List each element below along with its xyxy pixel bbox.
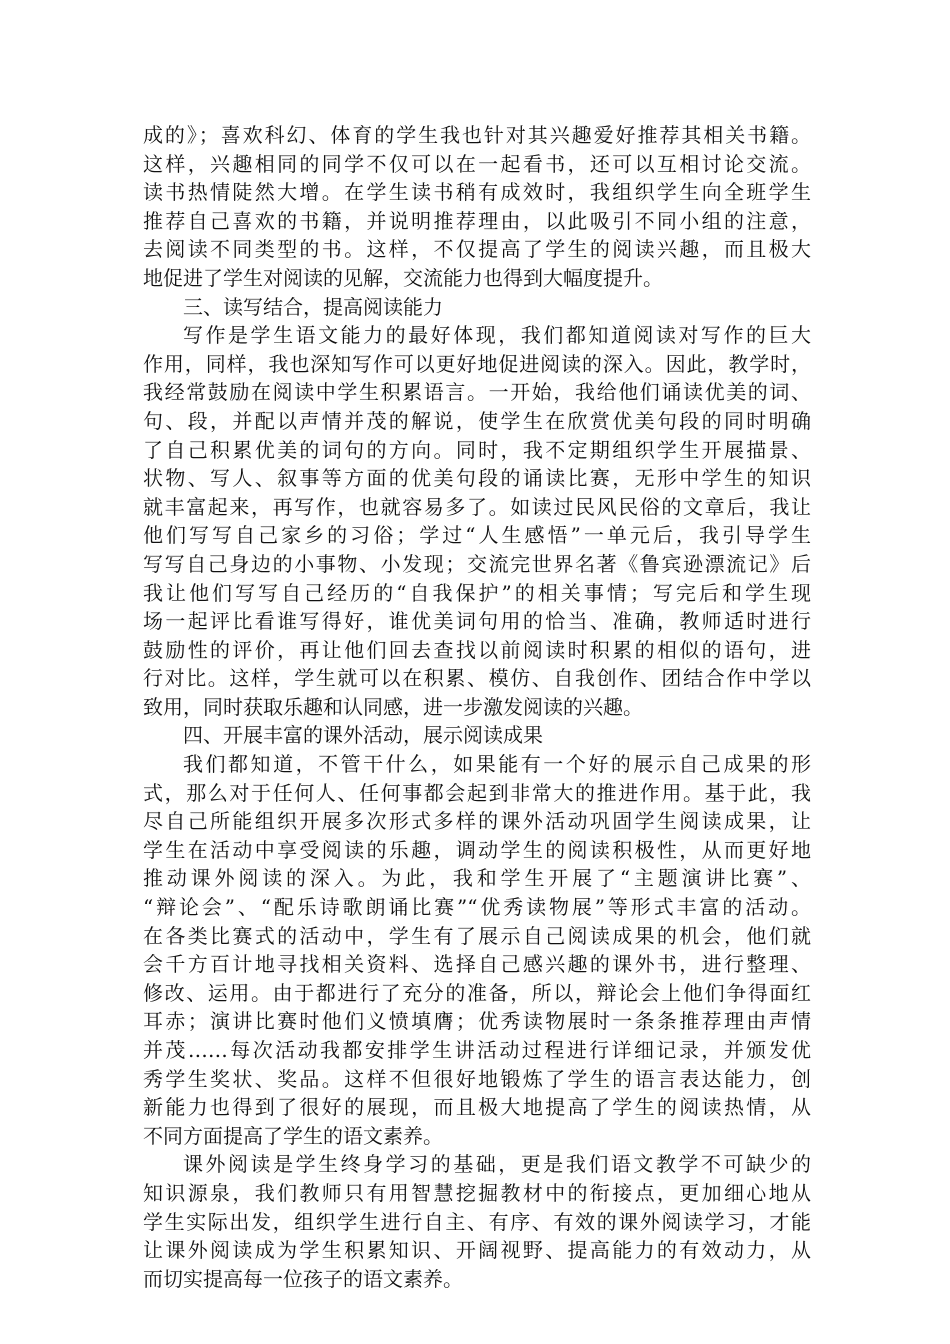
text-line: 致用，同时获取乐趣和认同感，进一步激发阅读的兴趣。	[143, 694, 643, 719]
section-heading-3: 三、读写结合，提高阅读能力	[183, 294, 443, 319]
text-line: 这样，兴趣相同的同学不仅可以在一起看书，还可以互相讨论交流。	[143, 151, 811, 176]
text-line: 尽自己所能组织开展多次形式多样的课外活动巩固学生阅读成果，让	[143, 809, 811, 834]
text-line: “辩论会”、“配乐诗歌朗诵比赛”“优秀读物展”等形式丰富的活动。	[143, 895, 811, 920]
text-line: 学生实际出发，组织学生进行自主、有序、有效的课外阅读学习，才能	[143, 1209, 811, 1234]
paragraph-4	[143, 750, 811, 1150]
text-line: 课外阅读是学生终身学习的基础，更是我们语文教学不可缺少的	[183, 1152, 811, 1177]
paragraph-5	[143, 1150, 811, 1293]
section-heading-4: 四、开展丰富的课外活动，展示阅读成果	[183, 723, 543, 748]
text-line: 在各类比赛式的活动中，学生有了展示自己阅读成果的机会，他们就	[143, 923, 811, 948]
text-line: 场一起评比看谁写得好，谁优美词句用的恰当、准确，教师适时进行	[143, 609, 811, 634]
text-line: 式，那么对于任何人、任何事都会起到非常大的推进作用。基于此，我	[143, 780, 811, 805]
paragraph-continued	[143, 121, 811, 293]
text-line: 秀学生奖状、奖品。这样不但很好地锻炼了学生的语言表达能力，创	[143, 1066, 811, 1091]
text-line: 让课外阅读成为学生积累知识、开阔视野、提高能力的有效动力，从	[143, 1238, 811, 1263]
text-line: 去阅读不同类型的书。这样，不仅提高了学生的阅读兴趣，而且极大	[143, 237, 811, 262]
text-line: 新能力也得到了很好的展现，而且极大地提高了学生的阅读热情，从	[143, 1095, 811, 1120]
document-body	[143, 121, 811, 1293]
text-line: 知识源泉，我们教师只有用智慧挖掘教材中的衔接点，更加细心地从	[143, 1180, 811, 1205]
text-line: 写作是学生语文能力的最好体现，我们都知道阅读对写作的巨大	[183, 323, 811, 348]
text-line: 读书热情陡然大增。在学生读书稍有成效时，我组织学生向全班学生	[143, 180, 811, 205]
text-line: 他们写写自己家乡的习俗；学过“人生感悟”一单元后，我引导学生	[143, 523, 811, 548]
text-line: 我让他们写写自己经历的“自我保护”的相关事情；写完后和学生现	[143, 580, 811, 605]
paragraph-3	[143, 321, 811, 721]
text-line: 了自己积累优美的词句的方向。同时，我不定期组织学生开展描景、	[143, 437, 811, 462]
text-line: 我经常鼓励在阅读中学生积累语言。一开始，我给他们诵读优美的词、	[143, 380, 811, 405]
text-line: 学生在活动中享受阅读的乐趣，调动学生的阅读积极性，从而更好地	[143, 837, 811, 862]
text-line: 会千方百计地寻找相关资料、选择自己感兴趣的课外书，进行整理、	[143, 952, 811, 977]
text-line: 写写自己身边的小事物、小发现；交流完世界名著《鲁宾逊漂流记》后	[143, 551, 811, 576]
text-line: 鼓励性的评价，再让他们回去查找以前阅读时积累的相似的语句，进	[143, 637, 811, 662]
text-line: 不同方面提高了学生的语文素养。	[143, 1123, 443, 1148]
text-line: 修改、运用。由于都进行了充分的准备，所以，辩论会上他们争得面红	[143, 980, 811, 1005]
text-line: 我们都知道，不管干什么，如果能有一个好的展示自己成果的形	[183, 752, 811, 777]
text-line: 行对比。这样，学生就可以在积累、模仿、自我创作、团结合作中学以	[143, 666, 811, 691]
text-line: 就丰富起来，再写作，也就容易多了。如读过民风民俗的文章后，我让	[143, 494, 811, 519]
text-line: 推动课外阅读的深入。为此，我和学生开展了“主题演讲比赛”、	[143, 866, 811, 891]
text-line: 成的》；喜欢科幻、体育的学生我也针对其兴趣爱好推荐其相关书籍。	[143, 123, 811, 147]
text-line: 推荐自己喜欢的书籍，并说明推荐理由，以此吸引不同小组的注意，	[143, 208, 811, 233]
text-line: 句、段，并配以声情并茂的解说，使学生在欣赏优美句段的同时明确	[143, 408, 811, 433]
text-line: 地促进了学生对阅读的见解，交流能力也得到大幅度提升。	[143, 265, 663, 290]
text-line: 并茂……每次活动我都安排学生讲活动过程进行详细记录，并颁发优	[143, 1038, 811, 1062]
text-line: 状物、写人、叙事等方面的优美句段的诵读比赛，无形中学生的知识	[143, 466, 811, 491]
text-line: 作用，同样，我也深知写作可以更好地促进阅读的深入。因此，教学时，	[143, 351, 811, 376]
text-line: 耳赤；演讲比赛时他们义愤填膺；优秀读物展时一条条推荐理由声情	[143, 1009, 811, 1034]
text-line: 而切实提高每一位孩子的语文素养。	[143, 1266, 463, 1291]
